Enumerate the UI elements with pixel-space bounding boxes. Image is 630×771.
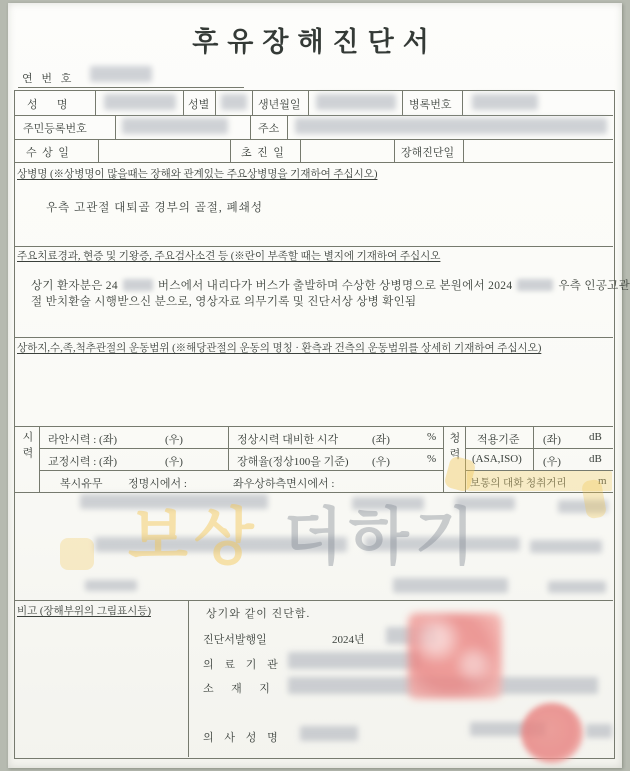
doctor-name-value-redacted [300,726,358,741]
institution-label: 의 료 기 관 [203,659,282,671]
normal-vision-label: 정상시력 대비한 시각 [237,434,339,446]
treatment-text-line1 [31,277,630,293]
record-number-value-redacted [472,94,538,110]
grid-line [443,426,444,492]
doctor-name-value-redacted [586,724,612,738]
treatment-text-part: 상기 환자분은 24 [31,280,118,292]
address-label: 주소 [258,123,280,135]
grid-line [250,115,251,139]
watermark-blob [60,538,94,570]
diagnosis-statement: 상기와 같이 진단함. [206,608,311,620]
grid-line [39,426,40,492]
corrected-vision-label: 교정시력 : (좌) [48,456,118,468]
address-value-redacted [295,118,607,134]
grid-line [14,115,613,116]
injury-date-label: 수 상 일 [26,147,69,159]
rrn-value-redacted [122,118,228,134]
rrn-label: 주민등록번호 [23,123,87,135]
diplopia-label: 복시유무 [60,478,103,490]
remarks-header: 비고 (장해부위의 그림표시등) [17,606,151,617]
naked-vision-label: 라안시력 : (좌) [48,434,118,446]
grid-line [533,426,534,470]
grid-line [188,600,189,757]
birth-date-value-redacted [316,94,396,110]
disability-diagnosis-date-label: 장해진단일 [401,147,455,159]
grid-line [228,426,229,470]
grid-line [252,90,253,115]
issue-date-year: 2024년 [332,634,365,646]
percent-unit: % [427,453,437,465]
gender-value-redacted [221,94,247,110]
grid-line [14,337,613,338]
serial-label: 연 번 호 [22,73,75,85]
vision-column-header: 시력 [21,431,33,463]
db-unit: dB [589,431,602,443]
issue-date-label: 진단서발행일 [203,634,267,646]
grid-line [14,162,613,163]
location-label: 소 재 지 [203,683,274,695]
hearing-asa-iso-label: (ASA,ISO) [472,453,522,465]
redacted-text [548,581,606,593]
treatment-text-part: 우측 인공고관 [558,280,630,292]
grid-line [230,139,231,162]
birth-date-label: 생년월일 [258,99,301,111]
grid-line [463,139,464,162]
redacted-text [530,540,602,553]
hearing-standard-label: 적용기준 [477,434,520,446]
disease-section-header: 상병명 (※상병명이 많을때는 장해와 관계있는 주요상병명을 기재하여 주십시오) [17,169,378,180]
record-number-label: 병록번호 [409,99,452,111]
front-view-label: 정명시에서 : [128,478,187,490]
disability-rate-side: (우) [372,456,390,468]
watermark-part2: 더하기 [259,503,481,572]
serial-value-redacted [90,66,152,82]
treatment-text-line2: 절 반치환술 시행받으신 분으로, 영상자료 의무기록 및 진단서상 상병 확인됨 [31,296,417,308]
hospital-seal-stamp [408,613,502,699]
doctor-seal-stamp [521,703,583,763]
document-title: 후유장해진단서 [192,27,438,57]
hearing-left-label: (좌) [543,434,561,446]
hearing-column-header: 청력 [448,432,460,464]
first-exam-date-label: 초 진 일 [241,147,284,159]
grid-line [14,139,613,140]
grid-line [215,90,216,115]
conversation-distance-label: 보통의 대화 청취거리 [470,478,567,489]
doctor-name-label: 의 사 성 명 [203,732,282,744]
side-view-label: 좌우상하측면시에서 : [233,478,335,490]
grid-line [300,139,301,162]
institution-value-redacted [288,652,420,669]
redacted-text [85,580,137,591]
hearing-right-label: (우) [543,456,561,468]
grid-line [394,139,395,162]
name-value-redacted [104,94,176,110]
rom-section-header: 상하지,수,족,척추관절의 운동범위 (※해당관절의 운동의 명칭 · 환측과 건측의 운동범위를 상세히 기재하여 주십시오) [17,343,542,354]
grid-line [287,115,288,139]
serial-underline [18,87,244,88]
grid-line [308,90,309,115]
grid-line [95,90,96,115]
db-unit: dB [589,453,602,465]
grid-line [462,90,463,115]
grid-line [39,448,443,449]
treatment-section-header: 주요치료경과, 현증 및 기왕증, 주요검사소견 등 (※란이 부족할 때는 별지에 기재하여 주십시오 [17,251,441,262]
grid-line [115,115,116,139]
grid-line [465,448,613,449]
grid-line [14,426,613,427]
treatment-text-part: 버스에서 내리다가 버스가 출발하며 수상한 상병명으로 본원에서 2024 [157,280,513,292]
grid-line [183,90,184,115]
corrected-vision-right-label: (우) [165,456,183,468]
disease-content: 우측 고관절 대퇴골 경부의 골절, 폐쇄성 [46,202,263,214]
redacted-text [393,578,508,593]
redacted-inline-value [123,279,153,291]
normal-vision-side: (좌) [372,434,390,446]
grid-line [98,139,99,162]
grid-line [402,90,403,115]
grid-line [14,246,613,247]
disability-rate-label: 장해율(정상100을 기준) [237,456,349,468]
watermark-part1: 보상 [128,503,260,572]
grid-line [14,600,613,601]
meter-unit: m [598,475,607,487]
percent-unit: % [427,431,437,443]
gender-label: 성별 [188,99,210,111]
naked-vision-right-label: (우) [165,434,183,446]
redacted-inline-value [517,279,553,291]
grid-line [39,470,443,471]
watermark-text [128,487,481,576]
name-label: 성 명 [27,99,68,111]
